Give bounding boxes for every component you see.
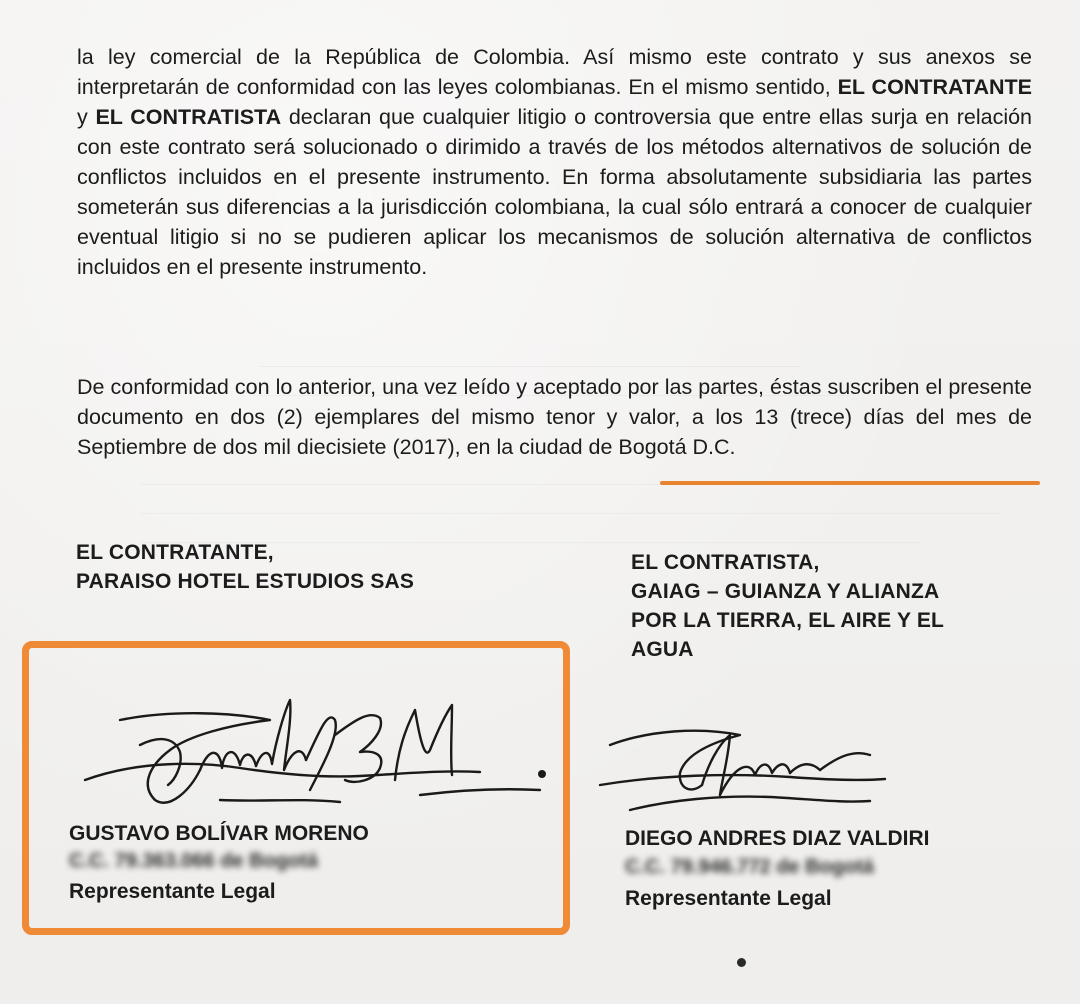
contratante-heading (76, 538, 414, 596)
contratista-term: EL CONTRATISTA (95, 105, 282, 129)
party-role: EL CONTRATISTA, (631, 551, 820, 574)
paragraph-text: y (77, 105, 96, 129)
party-role: EL CONTRATANTE, (76, 541, 274, 564)
paragraph-text: la ley comercial de la República de Colombia. Así mismo este contrato y sus anexos se interpretarán de conformidad con las leyes colombianas. En el mismo sentido, (77, 45, 1032, 99)
signer-id-right-redacted: C.C. 79.946.772 de Bogotá (625, 856, 874, 878)
paragraph-text: declaran que cualquier litigio o controversia que entre ellas surja en relación con este contrato será solucionado o dirimido a través de los métodos alternativos de solución de conflictos incluidos en el presente instrumento. En forma absolutamente subsidiaria las partes someterán sus diferencias a la jurisdicción colombiana, la cual sólo entrará a conocer de cualquier eventual litigio si no se pudieren aplicar los mecanismos de solución alternativa de conflictos incluidos en el presente instrumento. (77, 105, 1033, 279)
party-company: PARAISO HOTEL ESTUDIOS SAS (76, 570, 415, 593)
ink-dot (737, 958, 746, 967)
signer-id-left-redacted: C.C. 79.363.066 de Bogotá (69, 850, 318, 872)
party-company-line: AGUA (631, 638, 694, 661)
contratante-term: EL CONTRATANTE (837, 75, 1032, 99)
signer-title-left: Representante Legal (69, 880, 276, 903)
date-underline-annotation (660, 481, 1040, 485)
party-company-line: POR LA TIERRA, EL AIRE Y EL (631, 609, 945, 632)
signing-paragraph: De conformidad con lo anterior, una vez leído y aceptado por las partes, éstas suscriben el presente documento en dos (2) ejemplares del mismo tenor y valor, a los 13 (trece) días del mes de Septiembre de dos mil diecisiete (2017), en la ciudad de Bogotá D.C. (77, 375, 1032, 459)
party-company-line: GAIAG – GUIANZA Y ALIANZA (631, 580, 940, 603)
jurisdiction-paragraph (77, 42, 1032, 282)
signer-name-left: GUSTAVO BOLÍVAR MORENO (69, 822, 369, 845)
signer-name-right: DIEGO ANDRES DIAZ VALDIRI (625, 827, 930, 850)
signature-right (590, 715, 890, 825)
contratista-heading (631, 548, 1051, 664)
signer-title-right: Representante Legal (625, 887, 832, 910)
